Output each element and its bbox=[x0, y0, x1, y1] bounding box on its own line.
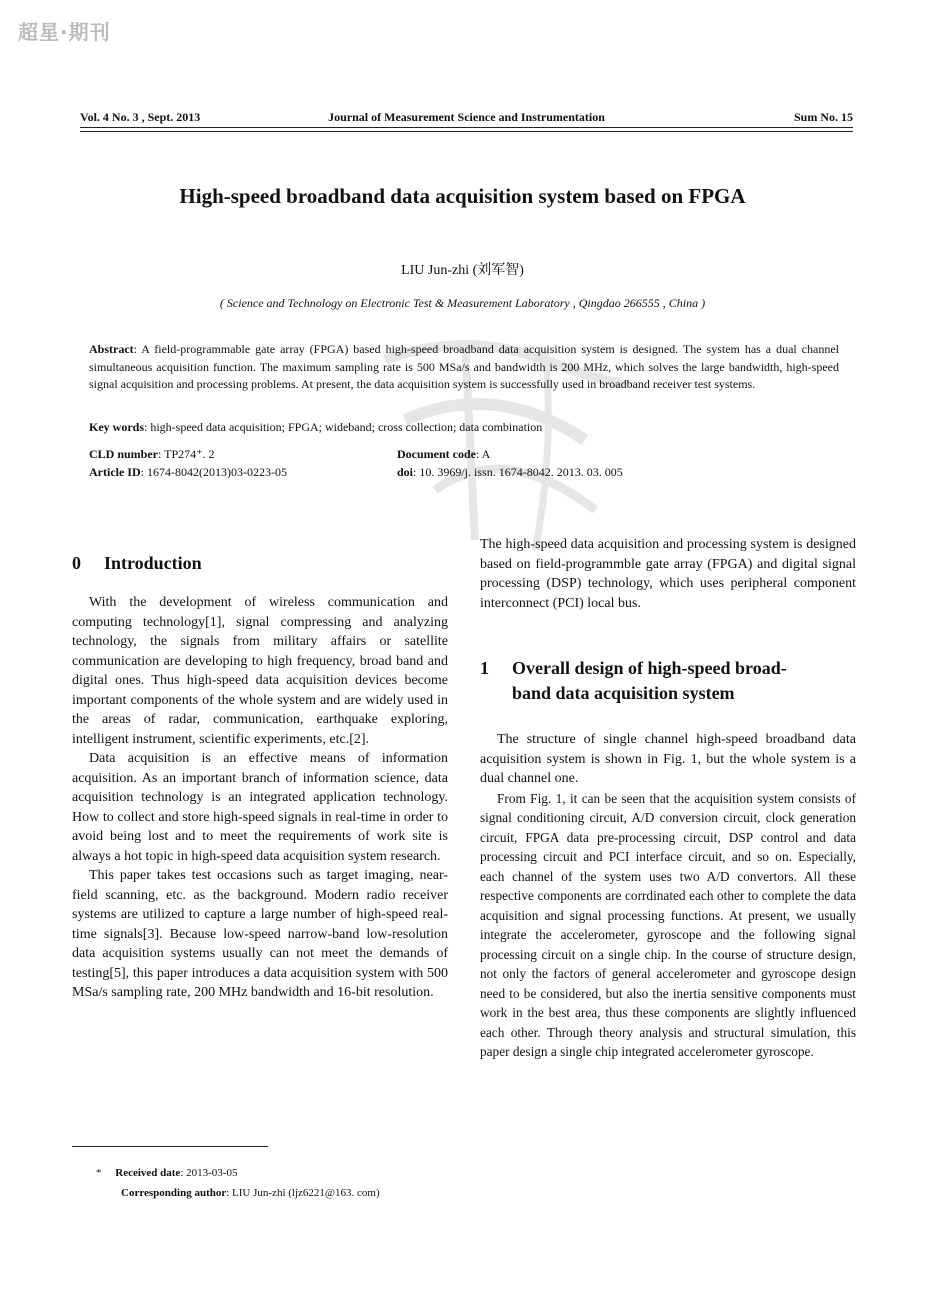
keywords-text: : high-speed data acquisition; FPGA; wideband; cross collection; data combination bbox=[144, 420, 543, 434]
keywords-label: Key words bbox=[89, 420, 144, 434]
author-line: LIU Jun-zhi (刘军智) bbox=[401, 263, 524, 278]
received-value: : 2013-03-05 bbox=[180, 1167, 238, 1179]
footnote-received bbox=[96, 1167, 237, 1179]
document-code-label: Document code bbox=[397, 447, 476, 461]
doi bbox=[397, 465, 623, 480]
paper-title: High-speed broadband data acquisition system based on FPGA bbox=[179, 184, 746, 208]
right-column-intro bbox=[480, 535, 856, 613]
section-0-title: Introduction bbox=[104, 553, 202, 573]
section-1-number: 1 bbox=[480, 658, 489, 678]
section-1-body bbox=[480, 730, 856, 1062]
header-volume: Vol. 4 No. 3 , Sept. 2013 bbox=[80, 110, 201, 124]
cld-value: : TP274⁺. 2 bbox=[158, 447, 215, 461]
article-id bbox=[89, 465, 287, 480]
document-code-value: : A bbox=[475, 447, 491, 461]
section-1-paragraph-2: From Fig. 1, it can be seen that the acquisition system consists of signal conditioning circuit, A/D conversion circuit, clock generation circuit, FPGA data pre-processing circuit, DSP control and data processing circuit and PCI interface circuit, and so on. Especially, each channel of the system uses two A/D convertors. All these respective components are corrdinated each other to complete the data acquisition and signal processing functions. At present, we usually integrate the accelerometer, gyroscope and the following signal processing circuit on a single chip. In the course of structure design, not only the factors of general accelerometer and gyroscope design need to be considered, but also the inertia sensitive components must work in the best area, thus these components are slightly influenced each other. Through theory analysis and structural simulation, this paper design a single chip integrated accelerometer gyroscope. bbox=[480, 790, 856, 1059]
intro-paragraph-3: This paper takes test occasions such as target imaging, near-field scanning, etc. as the background. Modern radio receiver systems are utilized to capture a large number of high-speed real-time signals[3]. Because low-speed narrow-band low-resolution data acquisition systems usually can not meet the demands of testing[5], this paper introduces a data acquisition system with 500 MSa/s sampling rate, 200 MHz bandwidth and 16-bit resolution. bbox=[72, 868, 448, 1000]
header-journal: Journal of Measurement Science and Instrumentation bbox=[328, 110, 605, 124]
doi-value: : 10. 3969/j. issn. 1674-8042. 2013. 03. 005 bbox=[413, 465, 623, 479]
section-0-number: 0 bbox=[72, 553, 81, 573]
received-label: Received date bbox=[115, 1167, 181, 1179]
intro-paragraph-1: With the development of wireless communication and computing technology[1], signal compressing and analyzing technology, the signals from military affairs or satellite communication are developing to high frequency, broad band and digital ones. Thus high-speed data acquisition devices become important components of the whole system and are widely used in the areas of radar, communication, earthquake exploring, intelligent instrument, scientific experiments, etc.[2]. bbox=[72, 595, 448, 747]
cld-label: CLD number bbox=[89, 447, 159, 461]
cld-number bbox=[89, 447, 214, 462]
section-1-title-line1: Overall design of high-speed broad- bbox=[512, 658, 787, 678]
affiliation: ( Science and Technology on Electronic Test & Measurement Laboratory , Qingdao 266555 , China ) bbox=[219, 296, 706, 310]
section-0-heading bbox=[72, 551, 202, 576]
footnote-corresponding bbox=[121, 1187, 380, 1199]
section-1-title-line2: band data acquisition system bbox=[512, 683, 735, 703]
header-rule bbox=[80, 127, 853, 128]
abstract-text: : A field-programmable gate array (FPGA) based high-speed broadband data acquisition system is designed. The system has a dual channel simultaneous acquisition function. The maximum sampling rate is 500 MSa/s and bandwidth is 200 MHz, which solves the large bandwidth, high-speed signal acquisition and processing problems. At present, the data acquisition system is successfully used in broadband receiver test systems. bbox=[89, 342, 839, 391]
doi-label: doi bbox=[397, 465, 414, 479]
section-1-heading bbox=[480, 656, 860, 706]
article-id-label: Article ID bbox=[89, 465, 141, 479]
header-sum-number: Sum No. 15 bbox=[793, 110, 853, 124]
footnote-star: * bbox=[96, 1167, 102, 1179]
article-id-value: : 1674-8042(2013)03-0223-05 bbox=[140, 465, 287, 479]
watermark-text: 超星·期刊 bbox=[18, 20, 111, 44]
footnote-rule bbox=[72, 1146, 268, 1147]
abstract-label: Abstract bbox=[89, 342, 134, 356]
document-code bbox=[397, 447, 490, 462]
right-intro-paragraph: The high-speed data acquisition and processing system is designed based on field-programmble gate array (FPGA) and digital signal processing (DSP) technology, which uses peripheral component interconnect (PCI) local bus. bbox=[480, 537, 856, 611]
header-rule-thin bbox=[80, 131, 853, 132]
intro-paragraph-2: Data acquisition is an effective means of information acquisition. As an important branch of information science, data acquisition technology is an integrated application technology. How to collect and store high-speed signals in real-time in order to avoid being lost and to meet the requirements of work site is always a hot topic in high-speed data acquisition system research. bbox=[72, 751, 448, 864]
corresponding-value: : LIU Jun-zhi (ljz6221@163. com) bbox=[226, 1187, 380, 1199]
corresponding-label: Corresponding author bbox=[121, 1187, 227, 1199]
abstract bbox=[89, 341, 839, 394]
section-1-paragraph-1: The structure of single channel high-speed broadband data acquisition system is shown in Fig. 1, but the whole system is a dual channel one. bbox=[480, 732, 856, 786]
left-column-body bbox=[72, 593, 448, 1003]
keywords bbox=[89, 420, 839, 435]
